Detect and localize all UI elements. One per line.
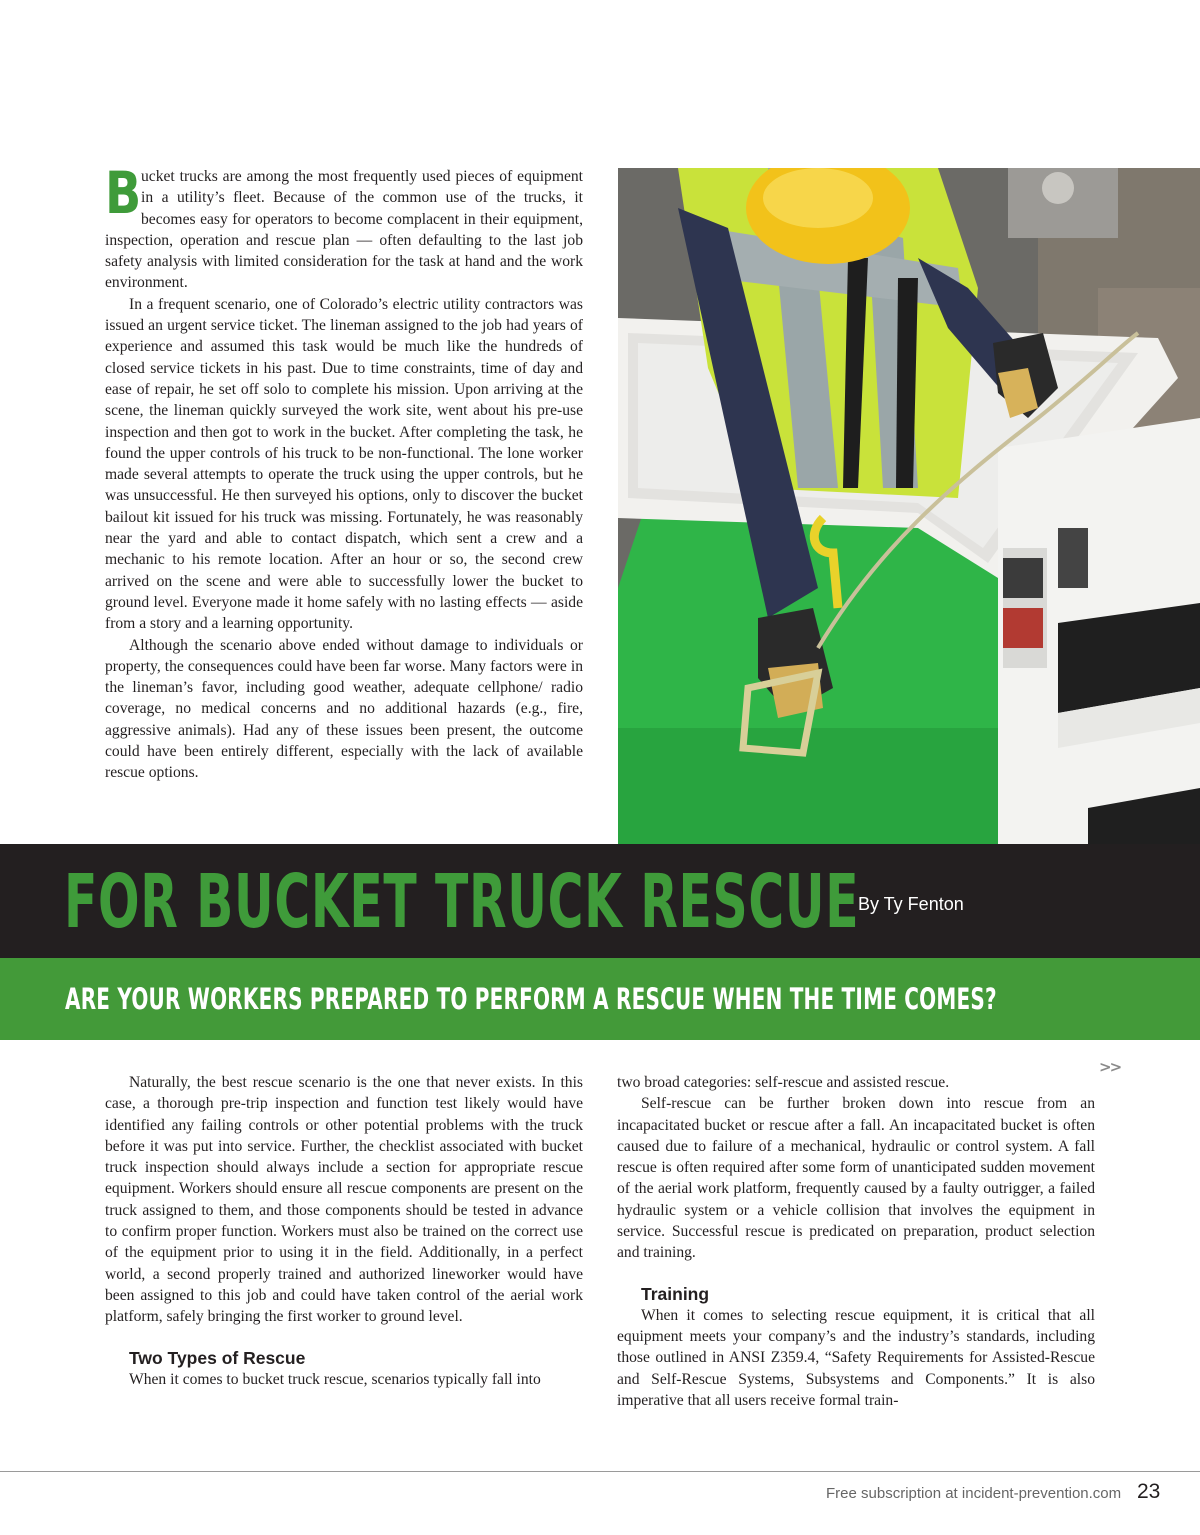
article-deck: ARE YOUR WORKERS PREPARED TO PERFORM A RESCUE WHEN THE TIME COMES? [65,982,997,1016]
intro-column [105,159,583,784]
subhead-training: Training [641,1283,710,1304]
body-paragraph: When it comes to selecting rescue equipment, it is critical that all equipment meets your company’s and the industry’s standards, including those outlined in ANSI Z359.4, “Safety Requirements for Assisted-Rescue and Self-Rescue Systems, Subsystems and Components.” It is also imperative that all users receive formal train- [617,1306,1095,1409]
footer-subscription: Free subscription at incident-prevention.com [826,1485,1122,1502]
intro-paragraph-1: Bucket trucks are among the most frequently used pieces of equipment in a utility’s fleet. Because of the common use of the trucks, it becomes easy for operators to become complacent in their equipment, inspection, operation and rescue plan — often defaulting to the last job safety analysis with limited consideration for the task at hand and the work environment. [105,159,583,292]
page-number: 23 [1137,1480,1161,1503]
body-paragraph: Self-rescue can be further broken down into rescue from an incapacitated bucket or rescue after a fall. An incapacitated bucket is often caused due to failure of a mechanical, hydraulic or control system. A fall rescue is often required after some form of unanticipated sudden movement of the aerial work platform, frequently caused by a faulty outrigger, a failed hydraulic system or a vehicle collision that involves the equipment in service. Successful rescue is predicated on preparation, product selection and training. [617,1095,1095,1262]
drop-cap: B [105,159,142,227]
continue-arrow-icon: >> [1099,1058,1121,1076]
subhead-two-types: Two Types of Rescue [129,1347,306,1368]
body-paragraph: Naturally, the best rescue scenario is the one that never exists. In this case, a thorough pre-trip inspection and function test likely would have identified any failing controls or other potential problems with the truck before it was put into service. Further, the checklist associated with bucket truck inspection should always include a section for appropriate rescue equipment. Workers should ensure all rescue components are present on the truck assigned to them, and those components should be tested in advance to confirm proper function. Workers must also be trained on the correct use of the equipment prior to using it in the field. Additionally, in a perfect world, a second properly trained and authorized lineworker would have been assigned to this job and could have taken control of the aerial work platform, safely bringing the first worker to ground level. [105,1074,583,1326]
footer-rule [0,1471,1200,1472]
body-column-left [105,1072,583,1390]
body-paragraph: two broad categories: self-rescue and assisted rescue. [617,1074,950,1091]
intro-paragraph-3: Although the scenario above ended without damage to individuals or property, the consequences could have been far worse. Many factors were in the lineman’s favor, including good weather, adequate cellphone/ radio coverage, no medical concerns and no additional hazards (e.g., fire, aggressive animals). Had any of these issues been present, the outcome could have been entirely different, especially with the lack of available rescue options. [105,636,583,782]
byline: By Ty Fenton [858,894,964,914]
lineworker-bucket-photo [618,168,1200,844]
body-paragraph: When it comes to bucket truck rescue, scenarios typically fall into [129,1370,541,1388]
article-title: FOR BUCKET TRUCK RESCUE [64,859,860,945]
body-column-right [617,1072,1095,1411]
intro-paragraph-2: In a frequent scenario, one of Colorado’s electric utility contractors was issued an urgent service ticket. The lineman assigned to the job had years of experience and assumed this task would be much like the hundreds of closed service tickets in his past. Due to time constraints, time of day and ease of repair, he set off solo to complete his mission. Upon arriving at the scene, the lineman quickly surveyed the work site, went about his pre-use inspection and then got to work in the bucket. After completing the task, he found the upper controls of his truck to be non-functional. The lone worker made several attempts to operate the truck using the upper controls, but he was unsuccessful. He then surveyed his options, only to discover the bucket bailout kit issued for his truck was missing. Fortunately, he was reasonably near the yard and able to contact dispatch, which sent a crew and a mechanic to his remote location. After an hour or so, the second crew arrived on the scene and were able to successfully lower the bucket to ground level. Everyone made it home safely with no lasting effects — aside from a story and a learning opportunity. [105,295,583,633]
